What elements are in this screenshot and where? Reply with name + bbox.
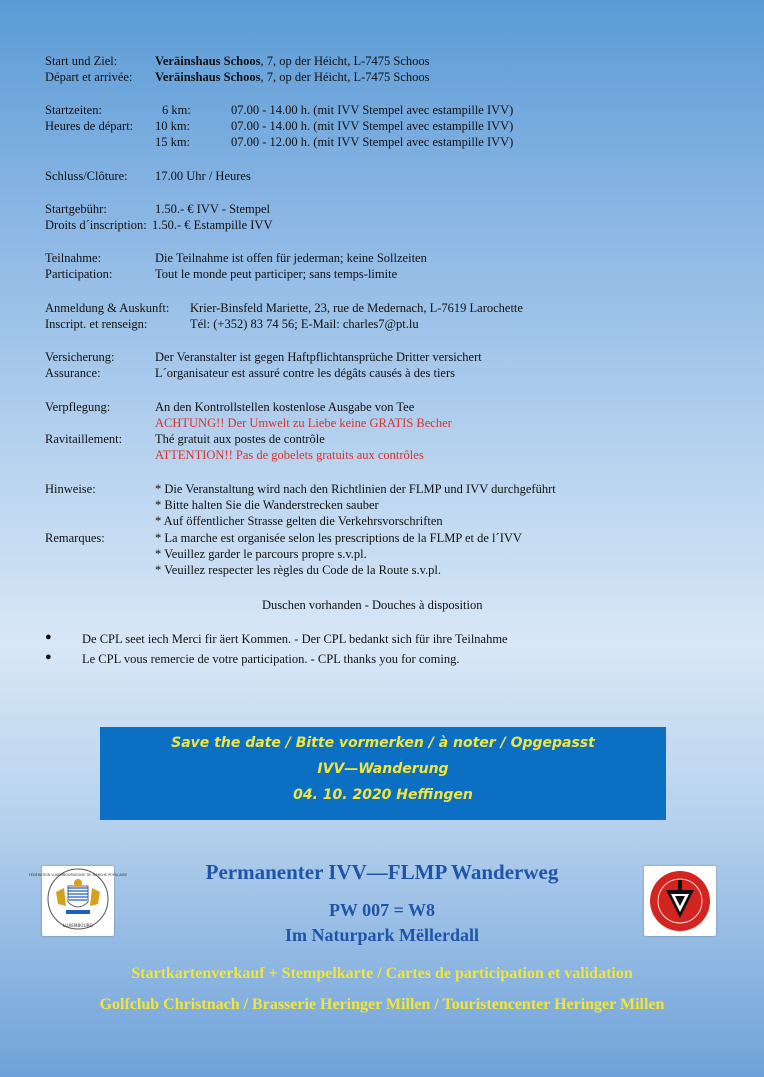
insurance-label-fr: Assurance: xyxy=(45,366,101,380)
showers-note: Duschen vorhanden - Douches à disposition xyxy=(262,598,483,612)
notes-item-de: * Bitte halten Sie die Wanderstrecken sauber xyxy=(155,498,379,512)
participation-value-fr: Tout le monde peut participer; sans temps-limite xyxy=(155,267,398,281)
banner-line-2: IVV—Wanderung xyxy=(317,761,449,777)
notes-item-de: * Die Veranstaltung wird nach den Richtlinien der FLMP und IVV durchgeführt xyxy=(155,482,556,496)
participation-label-fr: Participation: xyxy=(45,267,113,281)
start-address-de: , 7, op der Héicht, L-7475 Schoos xyxy=(260,54,430,68)
fee-value-de: 1.50.- € IVV - Stempel xyxy=(155,202,271,216)
footer-venues: Golfclub Christnach / Brasserie Heringer Millen / Touristencenter Heringer Millen xyxy=(99,996,665,1013)
bullet-dot: ● xyxy=(45,651,52,663)
food-warning-fr: ATTENTION!! Pas de gobelets gratuits aux contrôles xyxy=(155,448,424,462)
contact-value-fr: Tél: (+352) 83 74 56; E-Mail: charles7@pt.lu xyxy=(190,317,419,331)
notes-item-fr: * Veuillez garder le parcours propre s.v.pl. xyxy=(155,547,367,561)
banner-line-1: Save the date / Bitte vormerken / à noter / Opgepasst xyxy=(171,735,595,751)
footer-sales: Startkartenverkauf + Stempelkarte / Cartes de participation et validation xyxy=(131,965,633,982)
times-value-10: 07.00 - 14.00 h. (mit IVV Stempel avec estampille IVV) xyxy=(231,119,514,133)
food-label-de: Verpflegung: xyxy=(45,400,111,414)
notes-item-fr: * Veuillez respecter les règles du Code de la Route s.v.pl. xyxy=(155,563,442,577)
fee-label-fr: Droits d´inscription: xyxy=(45,218,147,232)
fee-label-de: Startgebühr: xyxy=(45,202,107,216)
close-value: 17.00 Uhr / Heures xyxy=(155,169,251,183)
close-label: Schluss/Clôture: xyxy=(45,169,128,183)
footer-park: Im Naturpark Mëllerdall xyxy=(285,925,479,945)
notes-label-de: Hinweise: xyxy=(45,482,96,496)
notes-item-fr: * La marche est organisée selon les prescriptions de la FLMP et de l´IVV xyxy=(155,531,522,545)
food-value-de: An den Kontrollstellen kostenlose Ausgabe von Tee xyxy=(155,400,415,414)
times-label-de: Startzeiten: xyxy=(45,103,102,117)
thanks-line: De CPL seet iech Merci fir äert Kommen. - Der CPL bedankt sich für ihre Teilnahme xyxy=(82,632,508,646)
times-value-6: 07.00 - 14.00 h. (mit IVV Stempel avec estampille IVV) xyxy=(231,103,514,117)
food-warning-de: ACHTUNG!! Der Umwelt zu Liebe keine GRATIS Becher xyxy=(155,416,452,430)
times-dist-6: 6 km: xyxy=(162,103,191,117)
fee-value-fr: 1.50.- € Estampille IVV xyxy=(152,218,273,232)
start-place-fr: Veräinshaus Schoos xyxy=(155,70,261,84)
notes-item-de: * Auf öffentlicher Strasse gelten die Verkehrsvorschriften xyxy=(155,514,443,528)
bullet-dot: ● xyxy=(45,631,52,643)
start-value-fr xyxy=(155,69,430,85)
start-value-de xyxy=(155,53,430,69)
start-place-de: Veräinshaus Schoos xyxy=(155,54,261,68)
insurance-value-de: Der Veranstalter ist gegen Haftpflichtansprüche Dritter versichert xyxy=(155,350,482,364)
food-label-fr: Ravitaillement: xyxy=(45,432,123,446)
contact-label-fr: Inscript. et renseign: xyxy=(45,317,148,331)
logo-text-top: FÉDÉRATION LUXEMBOURGEOISE DE MARCHE POPULAIRE xyxy=(28,873,128,877)
start-address-fr: , 7, op der Héicht, L-7475 Schoos xyxy=(260,70,430,84)
footer-title: Permanenter IVV—FLMP Wanderweg xyxy=(205,860,559,884)
logo-text-bottom: LUXEMBOURG xyxy=(63,923,93,928)
footer-code: PW 007 = W8 xyxy=(328,900,436,920)
insurance-value-fr: L´organisateur est assuré contre les dégâts causés à des tiers xyxy=(155,366,456,380)
start-label-fr: Départ et arrivée: xyxy=(45,70,133,84)
notes-label-fr: Remarques: xyxy=(45,531,105,545)
times-dist-15: 15 km: xyxy=(155,135,191,149)
participation-value-de: Die Teilnahme ist offen für jederman; keine Sollzeiten xyxy=(155,251,427,265)
banner-line-3: 04. 10. 2020 Heffingen xyxy=(293,787,473,803)
thanks-line: Le CPL vous remercie de votre participation. - CPL thanks you for coming. xyxy=(82,652,460,666)
contact-value-de: Krier-Binsfeld Mariette, 23, rue de Medernach, L-7619 Larochette xyxy=(190,301,523,315)
food-value-fr: Thé gratuit aux postes de contrôle xyxy=(155,432,325,446)
times-dist-10: 10 km: xyxy=(155,119,191,133)
participation-label-de: Teilnahme: xyxy=(45,251,102,265)
times-value-15: 07.00 - 12.00 h. (mit IVV Stempel avec estampille IVV) xyxy=(231,135,514,149)
contact-label-de: Anmeldung & Auskunft: xyxy=(45,301,170,315)
save-the-date-banner xyxy=(100,727,666,820)
start-label-de: Start und Ziel: xyxy=(45,54,118,68)
insurance-label-de: Versicherung: xyxy=(45,350,115,364)
times-label-fr: Heures de départ: xyxy=(45,119,134,133)
